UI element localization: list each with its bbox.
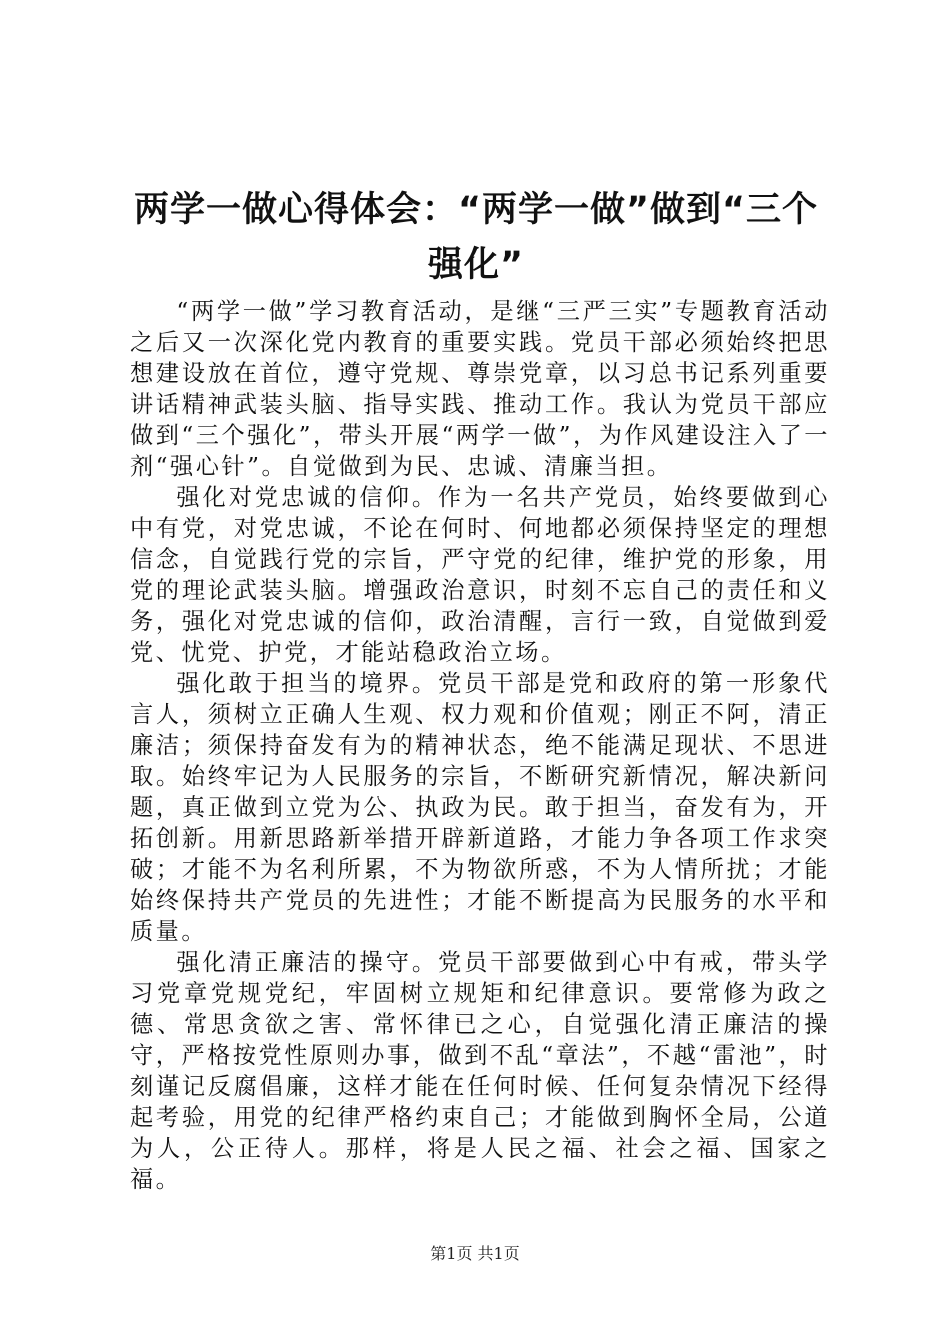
- paragraph-responsibility: 强化敢于担当的境界。党员干部是党和政府的第一形象代言人，须树立正确人生观、权力观和价值观；刚正不阿，清正廉洁；须保持奋发有为的精神状态，绝不能满足现状、不思进取。始终牢记为人民服务的宗旨，不断研究新情况，解决新问题，真正做到立党为公、执政为民。敢于担当，奋发有为，开拓创新。用新思路新举措开辟新道路，才能力争各项工作求突破；才能不为名利所累，不为物欲所惑，不为人情所扰；才能始终保持共产党员的先进性；才能不断提高为民服务的水平和质量。: [130, 670, 830, 945]
- page-number-footer: 第1页 共1页: [430, 1244, 520, 1263]
- paragraph-loyalty: 强化对党忠诚的信仰。作为一名共产党员，始终要做到心中有党，对党忠诚，不论在何时、何地都必须保持坚定的理想信念，自觉践行党的宗旨，严守党的纪律，维护党的形象，用党的理论武装头脑。增强政治意识，时刻不忘自己的责任和义务，强化对党忠诚的信仰，政治清醒，言行一致，自觉做到爱党、忧党、护党，才能站稳政治立场。: [130, 484, 830, 666]
- paragraph-integrity: 强化清正廉洁的操守。党员干部要做到心中有戒，带头学习党章党规党纪，牢固树立规矩和纪律意识。要常修为政之德、常思贪欲之害、常怀律已之心，自觉强化清正廉洁的操守，严格按党性原则办事，做到不乱“章法”，不越“雷池”，时刻谨记反腐倡廉，这样才能在任何时候、任何复杂情况下经得起考验，用党的纪律严格约束自己；才能做到胸怀全局，公道为人，公正待人。那样，将是人民之福、社会之福、国家之福。: [130, 949, 830, 1193]
- paragraph-intro: “两学一做”学习教育活动，是继“三严三实”专题教育活动之后又一次深化党内教育的重要实践。党员干部必须始终把思想建设放在首位，遵守党规、尊崇党章，以习总书记系列重要讲话精神武装头脑、指导实践、推动工作。我认为党员干部应做到“三个强化”，带头开展“两学一做”，为作风建设注入了一剂“强心针”。自觉做到为民、忠诚、清廉当担。: [130, 298, 830, 480]
- document-title: 两学一做心得体会：“两学一做”做到“三个强化”: [133, 190, 818, 286]
- document-body: [130, 296, 830, 1195]
